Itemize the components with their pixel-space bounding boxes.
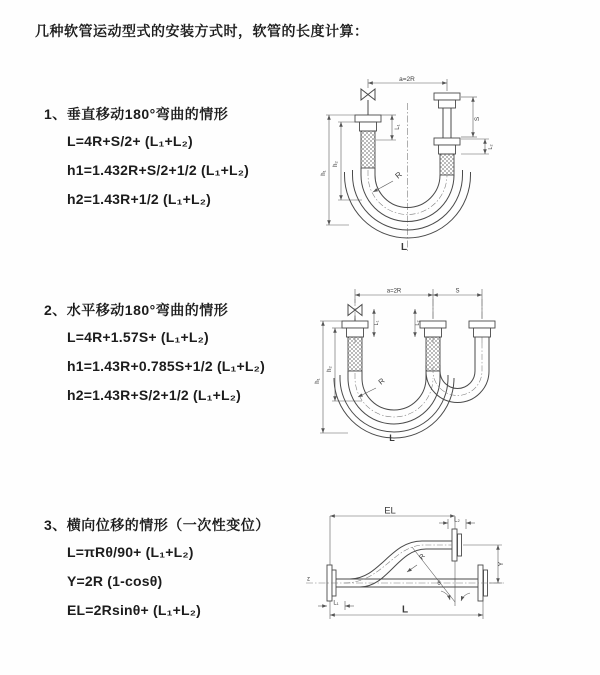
section-2-heading: 2、水平移动180°弯曲的情形 (44, 302, 229, 318)
dimension-length (330, 601, 483, 619)
height1-label: h₁ (321, 170, 327, 176)
height2-label: h₂ (327, 366, 333, 372)
section-1-formula-l: L=4R+S/2+ (L₁+L₂) (67, 133, 193, 149)
right-end-label: L₂ (454, 517, 460, 524)
left-flange (342, 321, 368, 337)
page-title: 几种软管运动型式的安装方式时，软管的长度计算： (35, 23, 369, 39)
axis-marker: z (307, 576, 310, 583)
section-2-formula-h2: h2=1.43R+S/2+1/2 (L₁+L₂) (67, 387, 242, 403)
stroke-label: S (474, 116, 481, 122)
dimension-left-end (374, 309, 380, 337)
section-2-formula-l: L=4R+1.57S+ (L₁+L₂) (67, 329, 209, 345)
right-flange (469, 321, 495, 337)
left-end-label: L₁ (395, 124, 401, 130)
diagram-vertical-180 (315, 73, 600, 258)
section-1-formula-h1: h1=1.432R+S/2+1/2 (L₁+L₂) (67, 162, 249, 178)
length-label: L (389, 433, 395, 443)
section-1-heading: 1、垂直移动180°弯曲的情形 (44, 106, 229, 122)
dimension-stroke (461, 97, 481, 137)
height2-label: h₂ (333, 161, 339, 167)
radius-callout (407, 547, 455, 602)
dimension-h1 (315, 321, 348, 433)
dimension-left-end (318, 601, 354, 611)
left-braided-hose (348, 337, 362, 371)
stroke-label: S (455, 288, 460, 295)
radius-label: R (376, 376, 387, 387)
span-label: a=2R (399, 76, 415, 83)
left-flange (355, 115, 381, 131)
section-1-formula-h2: h2=1.43R+1/2 (L₁+L₂) (67, 191, 212, 207)
dimension-right-end (461, 139, 494, 154)
section-3-heading: 3、横向位移的情形（一次性变位） (44, 517, 270, 533)
span-label: a=2R (386, 288, 402, 295)
left-braided-hose (361, 131, 375, 168)
radius-label: R (418, 552, 427, 562)
right-flange-upper (434, 93, 460, 108)
dimension-h1 (321, 115, 355, 225)
angle-label: θ (437, 581, 441, 587)
right-braided-hose (440, 154, 454, 175)
diagram-horizontal-180 (310, 283, 600, 458)
dimension-right-end (439, 518, 475, 530)
left-end-label: L₁ (374, 320, 380, 326)
length-label: L (401, 604, 409, 616)
dimension-h2 (333, 122, 362, 200)
radius-label: R (393, 169, 404, 181)
dimension-mid-end (415, 309, 421, 337)
right-flange-lower (434, 138, 460, 154)
dimension-el (330, 506, 455, 607)
mid-end-label: L₂ (415, 320, 421, 326)
right-end-label: L₂ (488, 144, 494, 150)
el-label: EL (384, 505, 396, 517)
hose-s-curve (344, 541, 452, 587)
valve-icon (361, 89, 375, 115)
length-label: L (400, 242, 408, 253)
dimension-span (368, 76, 447, 91)
section-3-formula-l: L=πRθ/90+ (L₁+L₂) (67, 544, 194, 560)
upper-flange (452, 529, 462, 561)
diagram-lateral-offset (300, 503, 600, 628)
section-2-formula-h1: h1=1.43R+0.785S+1/2 (L₁+L₂) (67, 358, 265, 374)
middle-braided-hose (426, 337, 440, 371)
middle-flange (420, 321, 446, 337)
section-3-formula-el: EL=2Rsinθ+ (L₁+L₂) (67, 602, 202, 618)
offset-label: Y (498, 561, 505, 567)
hose-arcs-position1 (334, 371, 454, 438)
section-3-formula-y: Y=2R (1-cosθ) (67, 573, 163, 589)
left-end-label: L₁ (333, 600, 339, 607)
angle-callout (437, 581, 470, 601)
height1-label: h₁ (315, 378, 321, 384)
